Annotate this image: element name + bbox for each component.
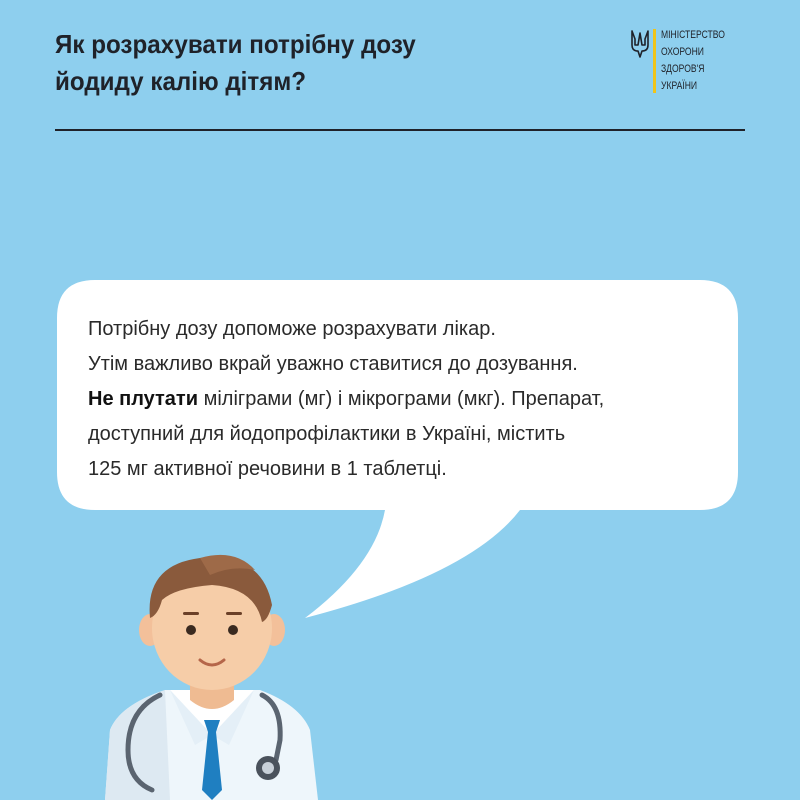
logo-line-4: УКРАЇНИ (661, 80, 698, 92)
title-line-1: Як розрахувати потрібну дозу (55, 29, 416, 59)
bubble-line-1: Потрібну дозу допоможе розрахувати лікар. (88, 318, 496, 340)
logo-line-3: ЗДОРОВ'Я (661, 63, 705, 75)
bubble-line-3 (88, 382, 738, 417)
bubble-line-4: доступний для йодопрофілактики в Україні, містить (88, 423, 566, 445)
bubble-line-2: Утім важливо вкрай уважно ставитися до дозування. (88, 353, 578, 375)
logo-line-1: МІНІСТЕРСТВО (661, 29, 725, 41)
doctor-illustration (0, 540, 330, 800)
logo-line-2: ОХОРОНИ (661, 46, 704, 58)
title-line-2: йодиду калію дітям? (55, 66, 307, 96)
speech-bubble-text (88, 312, 738, 487)
bubble-emphasis: Не плутати (88, 388, 199, 410)
bubble-line-5: 125 мг активної речовини в 1 таблетці. (88, 458, 447, 480)
bubble-line-3-rest: міліграми (мг) і мікрограми (мкг). Препарат, (198, 388, 605, 410)
